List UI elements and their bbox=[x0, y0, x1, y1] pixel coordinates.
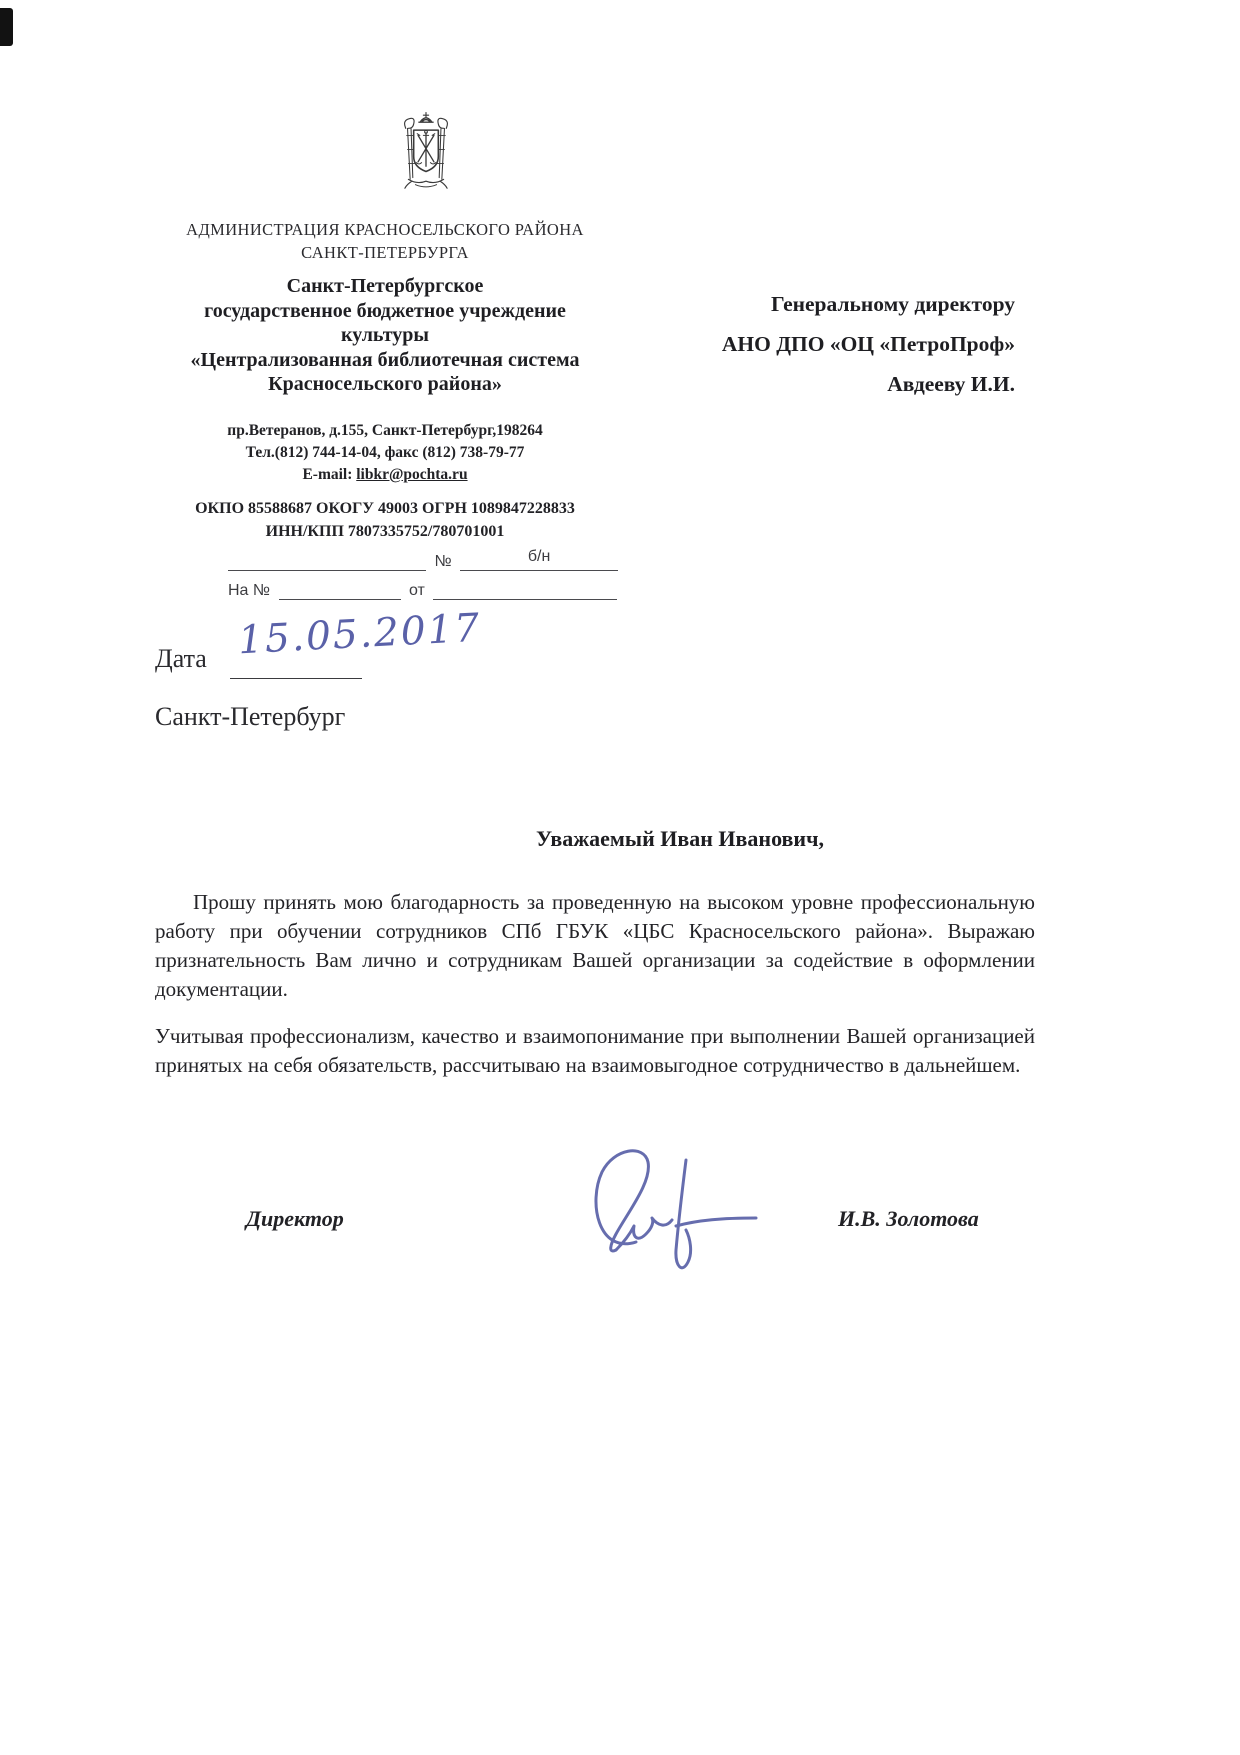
organization-line: культуры bbox=[340, 324, 430, 346]
saint-petersburg-coat-of-arms-icon bbox=[382, 108, 470, 198]
handwritten-signature-icon bbox=[558, 1142, 783, 1287]
codes-line1: ОКПО 85588687 ОКОГУ 49003 ОГРН 1089847228833 bbox=[195, 500, 575, 517]
date-underline bbox=[230, 678, 362, 679]
outgoing-number-value: б/н bbox=[460, 548, 618, 571]
salutation: Уважаемый Иван Иванович, bbox=[535, 826, 825, 851]
scan-corner-artifact bbox=[0, 8, 13, 46]
phone-fax: Тел.(812) 744-14-04, факс (812) 738-79-77 bbox=[245, 444, 525, 461]
signer-title: Директор bbox=[246, 1206, 344, 1231]
addressee-title: Генеральному директору bbox=[771, 292, 1015, 316]
organization-line: Санкт-Петербургское bbox=[286, 275, 484, 297]
organization-line: государственное бюджетное учреждение bbox=[204, 299, 566, 322]
administration-line1: АДМИНИСТРАЦИЯ КРАСНОСЕЛЬСКОГО РАЙОНА bbox=[186, 220, 584, 239]
date-label: Дата bbox=[155, 644, 207, 673]
addressee-organization: АНО ДПО «ОЦ «ПетроПроф» bbox=[721, 332, 1015, 356]
handwritten-date: 15.05.2017 bbox=[236, 605, 483, 664]
email-line bbox=[150, 464, 620, 486]
postal-address: пр.Ветеранов, д.155, Санкт-Петербург,198264 bbox=[227, 422, 543, 439]
addressee-block bbox=[690, 284, 1015, 404]
email-label: E-mail: bbox=[302, 466, 353, 483]
city-line: Санкт-Петербург bbox=[155, 702, 346, 731]
organization-line: Красносельского района» bbox=[268, 373, 502, 395]
reference-block bbox=[228, 548, 668, 610]
addressee-person: Авдееву И.И. bbox=[887, 372, 1015, 396]
body-paragraph: Учитывая профессионализм, качество и взаимопонимание при выполнении Вашей организацией принятых на себя обязательств, рассчитываю на взаимовыгодное сотрудничество в дальнейшем. bbox=[155, 1024, 1035, 1077]
incoming-date-blank bbox=[433, 579, 617, 600]
administration-heading bbox=[150, 218, 620, 264]
email-link[interactable]: libkr@pochta.ru bbox=[356, 466, 468, 483]
number-sign-label: № bbox=[434, 553, 452, 570]
body-paragraph: Прошу принять мою благодарность за проведенную на высоком уровне профессиональную работу при обучении сотрудников СПб ГБУК «ЦБС Красносельского района». Выражаю признательность Вам лично и сотрудникам Вашей организации за содействие в оформлении документации. bbox=[155, 890, 1035, 1001]
organization-name bbox=[150, 274, 620, 397]
signer-name: И.В. Золотова bbox=[838, 1206, 979, 1231]
outgoing-number-blank bbox=[228, 550, 426, 571]
incoming-number-blank bbox=[279, 579, 401, 600]
incoming-number-row bbox=[228, 579, 668, 610]
registry-codes bbox=[150, 497, 620, 543]
reply-to-label: На № bbox=[228, 582, 271, 599]
reply-date-label: от bbox=[408, 582, 425, 599]
administration-line2: САНКТ-ПЕТЕРБУРГА bbox=[301, 243, 469, 262]
codes-line2: ИНН/КПП 7807335752/780701001 bbox=[265, 523, 505, 540]
organization-line: «Централизованная библиотечная система bbox=[190, 348, 580, 371]
outgoing-number-row bbox=[228, 548, 668, 579]
contact-block bbox=[150, 420, 620, 486]
